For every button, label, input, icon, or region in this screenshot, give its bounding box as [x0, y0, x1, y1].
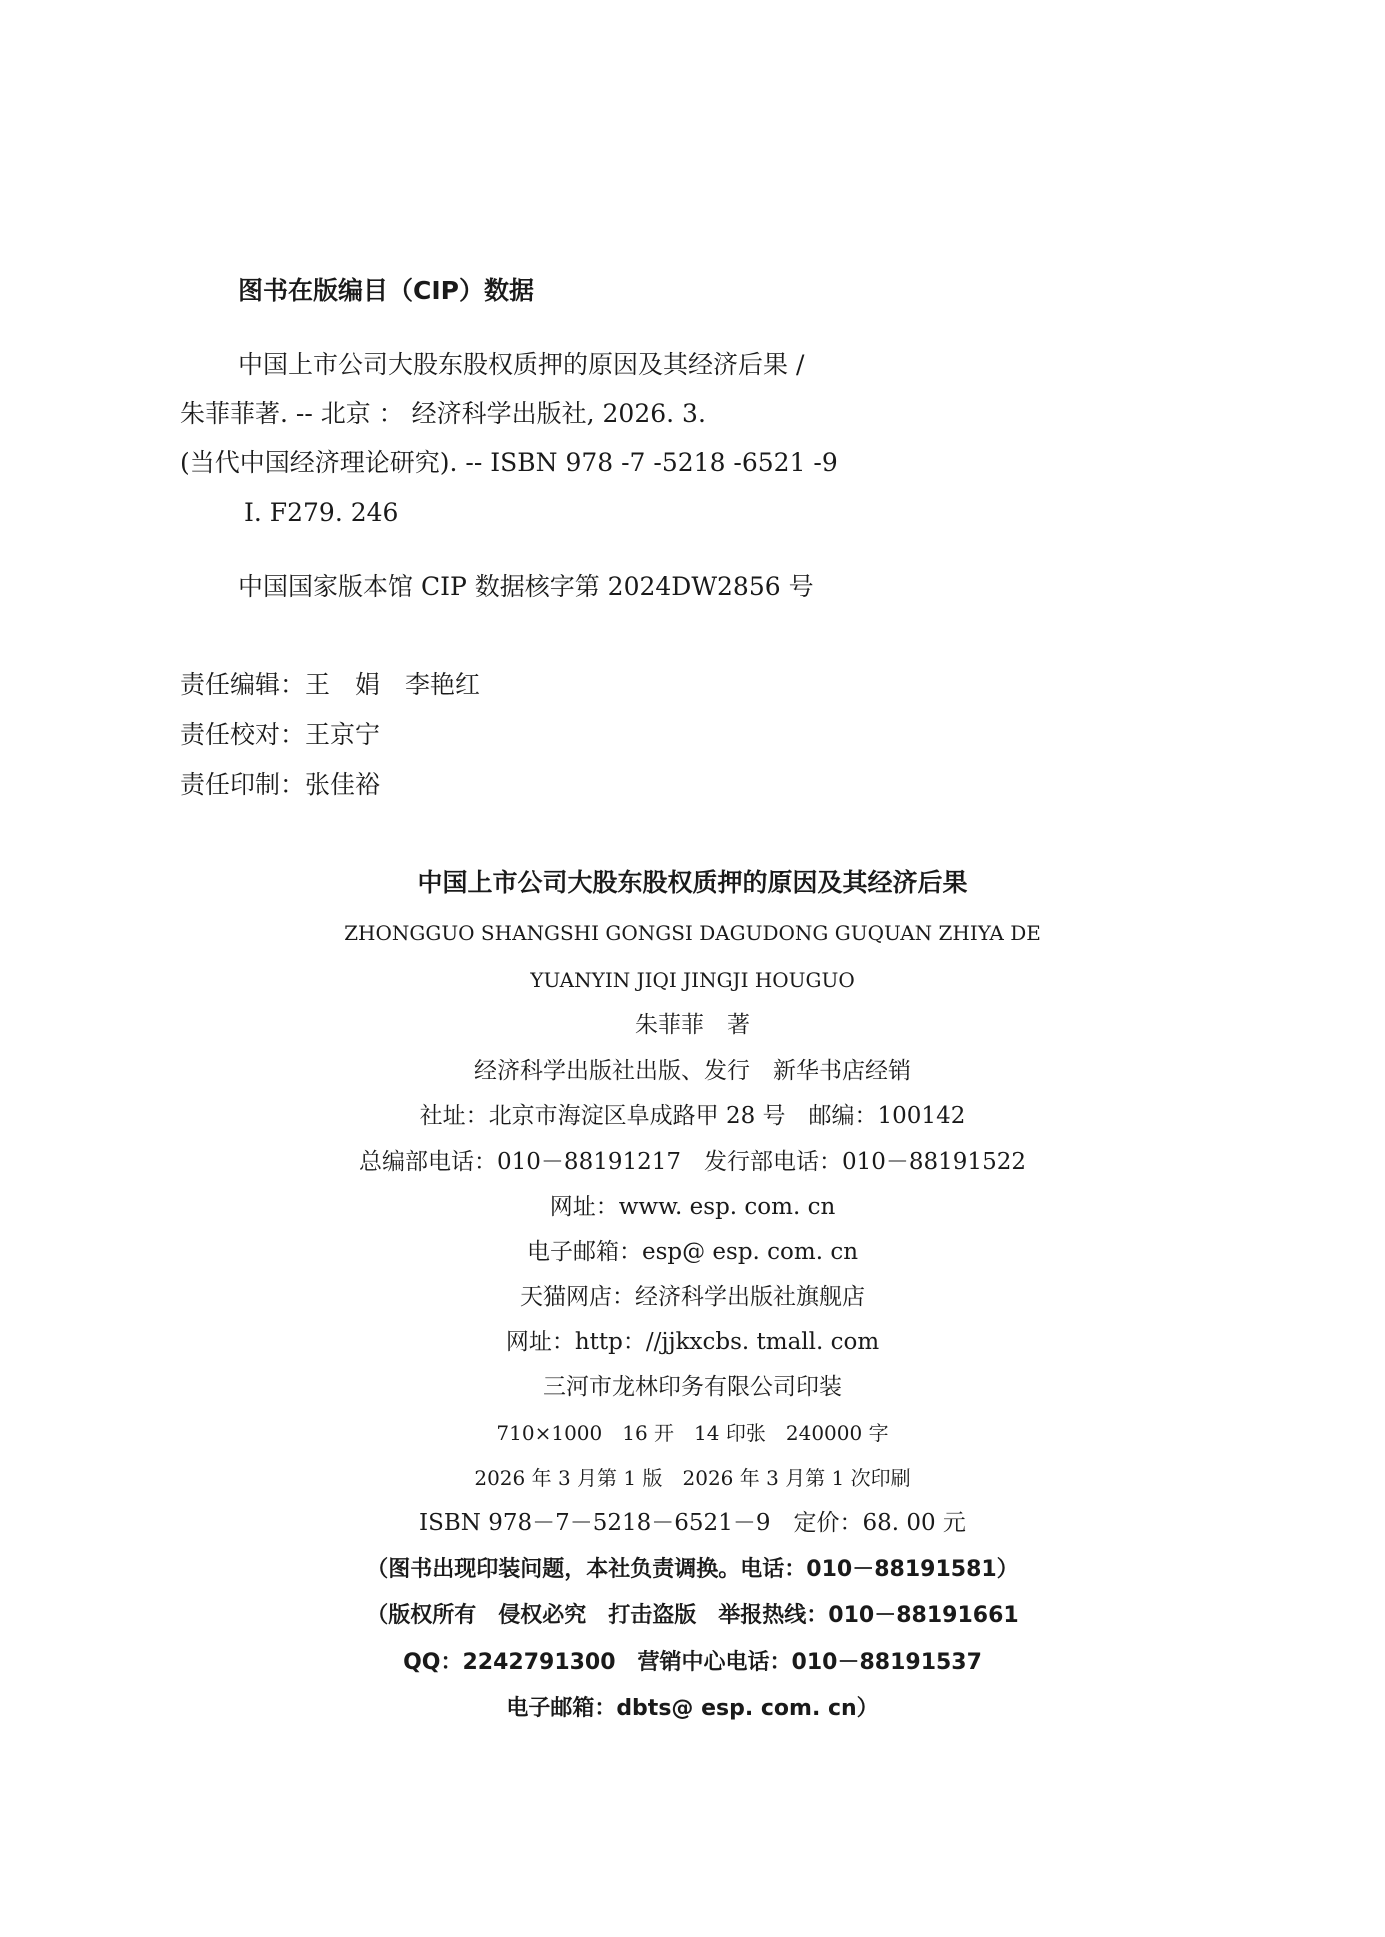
colophon-pinyin-1: ZHONGGUO SHANGSHI GONGSI DAGUDONG GUQUAN ZHIYA DE	[344, 921, 1041, 945]
colophon-specs: 710×1000 16 开 14 印张 240000 字	[496, 1421, 889, 1445]
editor-line: 责任编辑：王 娟 李艳红	[180, 670, 481, 699]
colophon-notice-4: 电子邮箱：dbts@ esp. com. cn）	[506, 1696, 879, 1721]
cip-line-3: (当代中国经济理论研究). -- ISBN 978 -7 -5218 -6521 -9	[180, 448, 838, 477]
print-supervisor-line: 责任印制：张佳裕	[180, 770, 381, 799]
colophon-edition: 2026 年 3 月第 1 版 2026 年 3 月第 1 次印刷	[474, 1466, 911, 1490]
colophon-notice-1: （图书出现印装问题，本社负责调换。电话：010－88191581）	[366, 1557, 1019, 1582]
colophon-notice-3: QQ：2242791300 营销中心电话：010－88191537	[403, 1650, 982, 1675]
colophon-email: 电子邮箱：esp@ esp. com. cn	[526, 1239, 859, 1265]
cip-line-2: 朱菲菲著. -- 北京 ： 经济科学出版社, 2026. 3.	[180, 399, 706, 428]
cip-heading: 图书在版编目（CIP）数据	[238, 276, 534, 305]
colophon-isbn-price: ISBN 978－7－5218－6521－9 定价：68. 00 元	[419, 1510, 966, 1536]
proofreader-line: 责任校对：王京宁	[180, 720, 381, 749]
colophon-notice-2: （版权所有 侵权必究 打击盗版 举报热线：010－88191661	[366, 1603, 1019, 1628]
colophon-author: 朱菲菲 著	[635, 1012, 750, 1038]
cip-approval: 中国国家版本馆 CIP 数据核字第 2024DW2856 号	[238, 572, 814, 601]
colophon-title: 中国上市公司大股东股权质押的原因及其经济后果	[417, 868, 968, 897]
cip-line-1: 中国上市公司大股东股权质押的原因及其经济后果 /	[238, 350, 805, 379]
colophon-printer: 三河市龙林印务有限公司印装	[543, 1374, 842, 1400]
cip-line-4: Ⅰ. F279. 246	[244, 498, 399, 527]
colophon-phones: 总编部电话：010－88191217 发行部电话：010－88191522	[359, 1149, 1026, 1175]
colophon-tmall-url: 网址：http：//jjkxcbs. tmall. com	[505, 1329, 880, 1355]
colophon-address: 社址：北京市海淀区阜成路甲 28 号 邮编：100142	[419, 1103, 966, 1129]
colophon-tmall-store: 天猫网店：经济科学出版社旗舰店	[520, 1284, 865, 1310]
colophon-pinyin-2: YUANYIN JIQI JINGJI HOUGUO	[530, 968, 855, 992]
colophon-website: 网址：www. esp. com. cn	[549, 1194, 836, 1220]
colophon-publisher: 经济科学出版社出版、发行 新华书店经销	[474, 1058, 911, 1084]
